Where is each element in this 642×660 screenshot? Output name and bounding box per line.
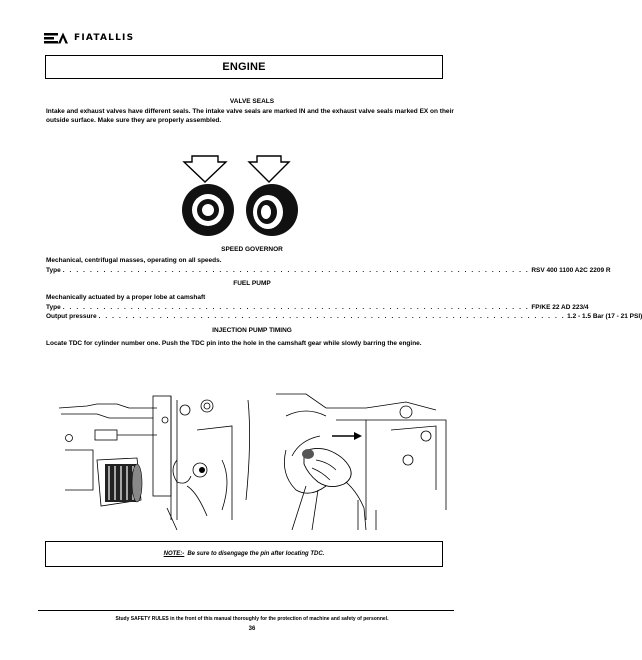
arrow-down-icon [249, 156, 289, 182]
fuel-pump-type-label: Type [46, 304, 61, 311]
fuel-pump-pressure-row [46, 313, 642, 320]
note-text: Be sure to disengage the pin after locating TDC. [187, 551, 325, 557]
page-number: 36 [248, 626, 256, 632]
tdc-pin-illustration-left [57, 390, 237, 530]
brand-logo-icon [44, 32, 70, 44]
note-label: NOTE:- [163, 551, 185, 557]
brand-name: FIATALLIS [74, 33, 135, 43]
intake-seal-icon [182, 184, 234, 236]
tdc-pin-illustration-right [246, 390, 451, 530]
fuel-pump-heading: FUEL PUMP [233, 280, 271, 287]
fuel-pump-pressure-label: Output pressure [46, 313, 97, 320]
note-box [45, 541, 443, 567]
injection-timing-text: Locate TDC for cylinder number one. Push the TDC pin into the hole in the camshaft gear while slowly barring the engine. [46, 340, 422, 347]
speed-governor-type-value: RSV 400 1100 A2C 2209 R [531, 267, 611, 274]
exhaust-seal-icon [246, 184, 298, 236]
fuel-pump-type-value: FP/KE 22 AD 223/4 [531, 304, 589, 311]
valve-seals-illustration [170, 148, 320, 240]
leader-dots: . . . . . . . . . . . . . . . . . . . . . . . . . . . . . . . . . . . . . . . . . . . . . . . . . . . . . . . . . . . . . . . . . . . . . [62, 304, 530, 311]
speed-governor-description: Mechanical, centrifugal masses, operating on all speeds. [46, 257, 222, 264]
hand-icon [302, 448, 351, 486]
footer-divider [38, 610, 454, 611]
injection-timing-heading: INJECTION PUMP TIMING [212, 327, 292, 334]
valve-seals-text: Intake and exhaust valves have different seals. The intake valve seals are marked IN and the exhaust valve seals marked EX on their outside surface. Make sure they are properly assembled. [46, 108, 454, 124]
speed-governor-heading: SPEED GOVERNOR [221, 246, 283, 253]
speed-governor-type-row [46, 267, 611, 274]
shaft-gear-icon [105, 464, 142, 502]
fuel-pump-description: Mechanically actuated by a proper lobe at camshaft [46, 294, 206, 301]
footer-safety-text: Study SAFETY RULES in the front of this manual thoroughly for the protection of machine and safety of personnel. [115, 616, 389, 622]
valve-seals-heading: VALVE SEALS [229, 98, 275, 105]
leader-dots: . . . . . . . . . . . . . . . . . . . . . . . . . . . . . . . . . . . . . . . . . . . . . . . . . . . . . . . . . . . . . . . . . . . . . [98, 313, 566, 320]
arrow-right-icon [332, 432, 362, 440]
page-title-box [45, 55, 443, 79]
leader-dots: . . . . . . . . . . . . . . . . . . . . . . . . . . . . . . . . . . . . . . . . . . . . . . . . . . . . . . . . . . . . . . . . . . . . . [62, 267, 530, 274]
fuel-pump-type-row [46, 304, 589, 311]
arrow-down-icon [184, 156, 226, 182]
page-title: ENGINE [222, 61, 266, 73]
brand-logo [44, 30, 164, 46]
speed-governor-type-label: Type [46, 267, 61, 274]
fuel-pump-pressure-value: 1.2 - 1.5 Bar (17 - 21 PSI) [567, 313, 642, 320]
